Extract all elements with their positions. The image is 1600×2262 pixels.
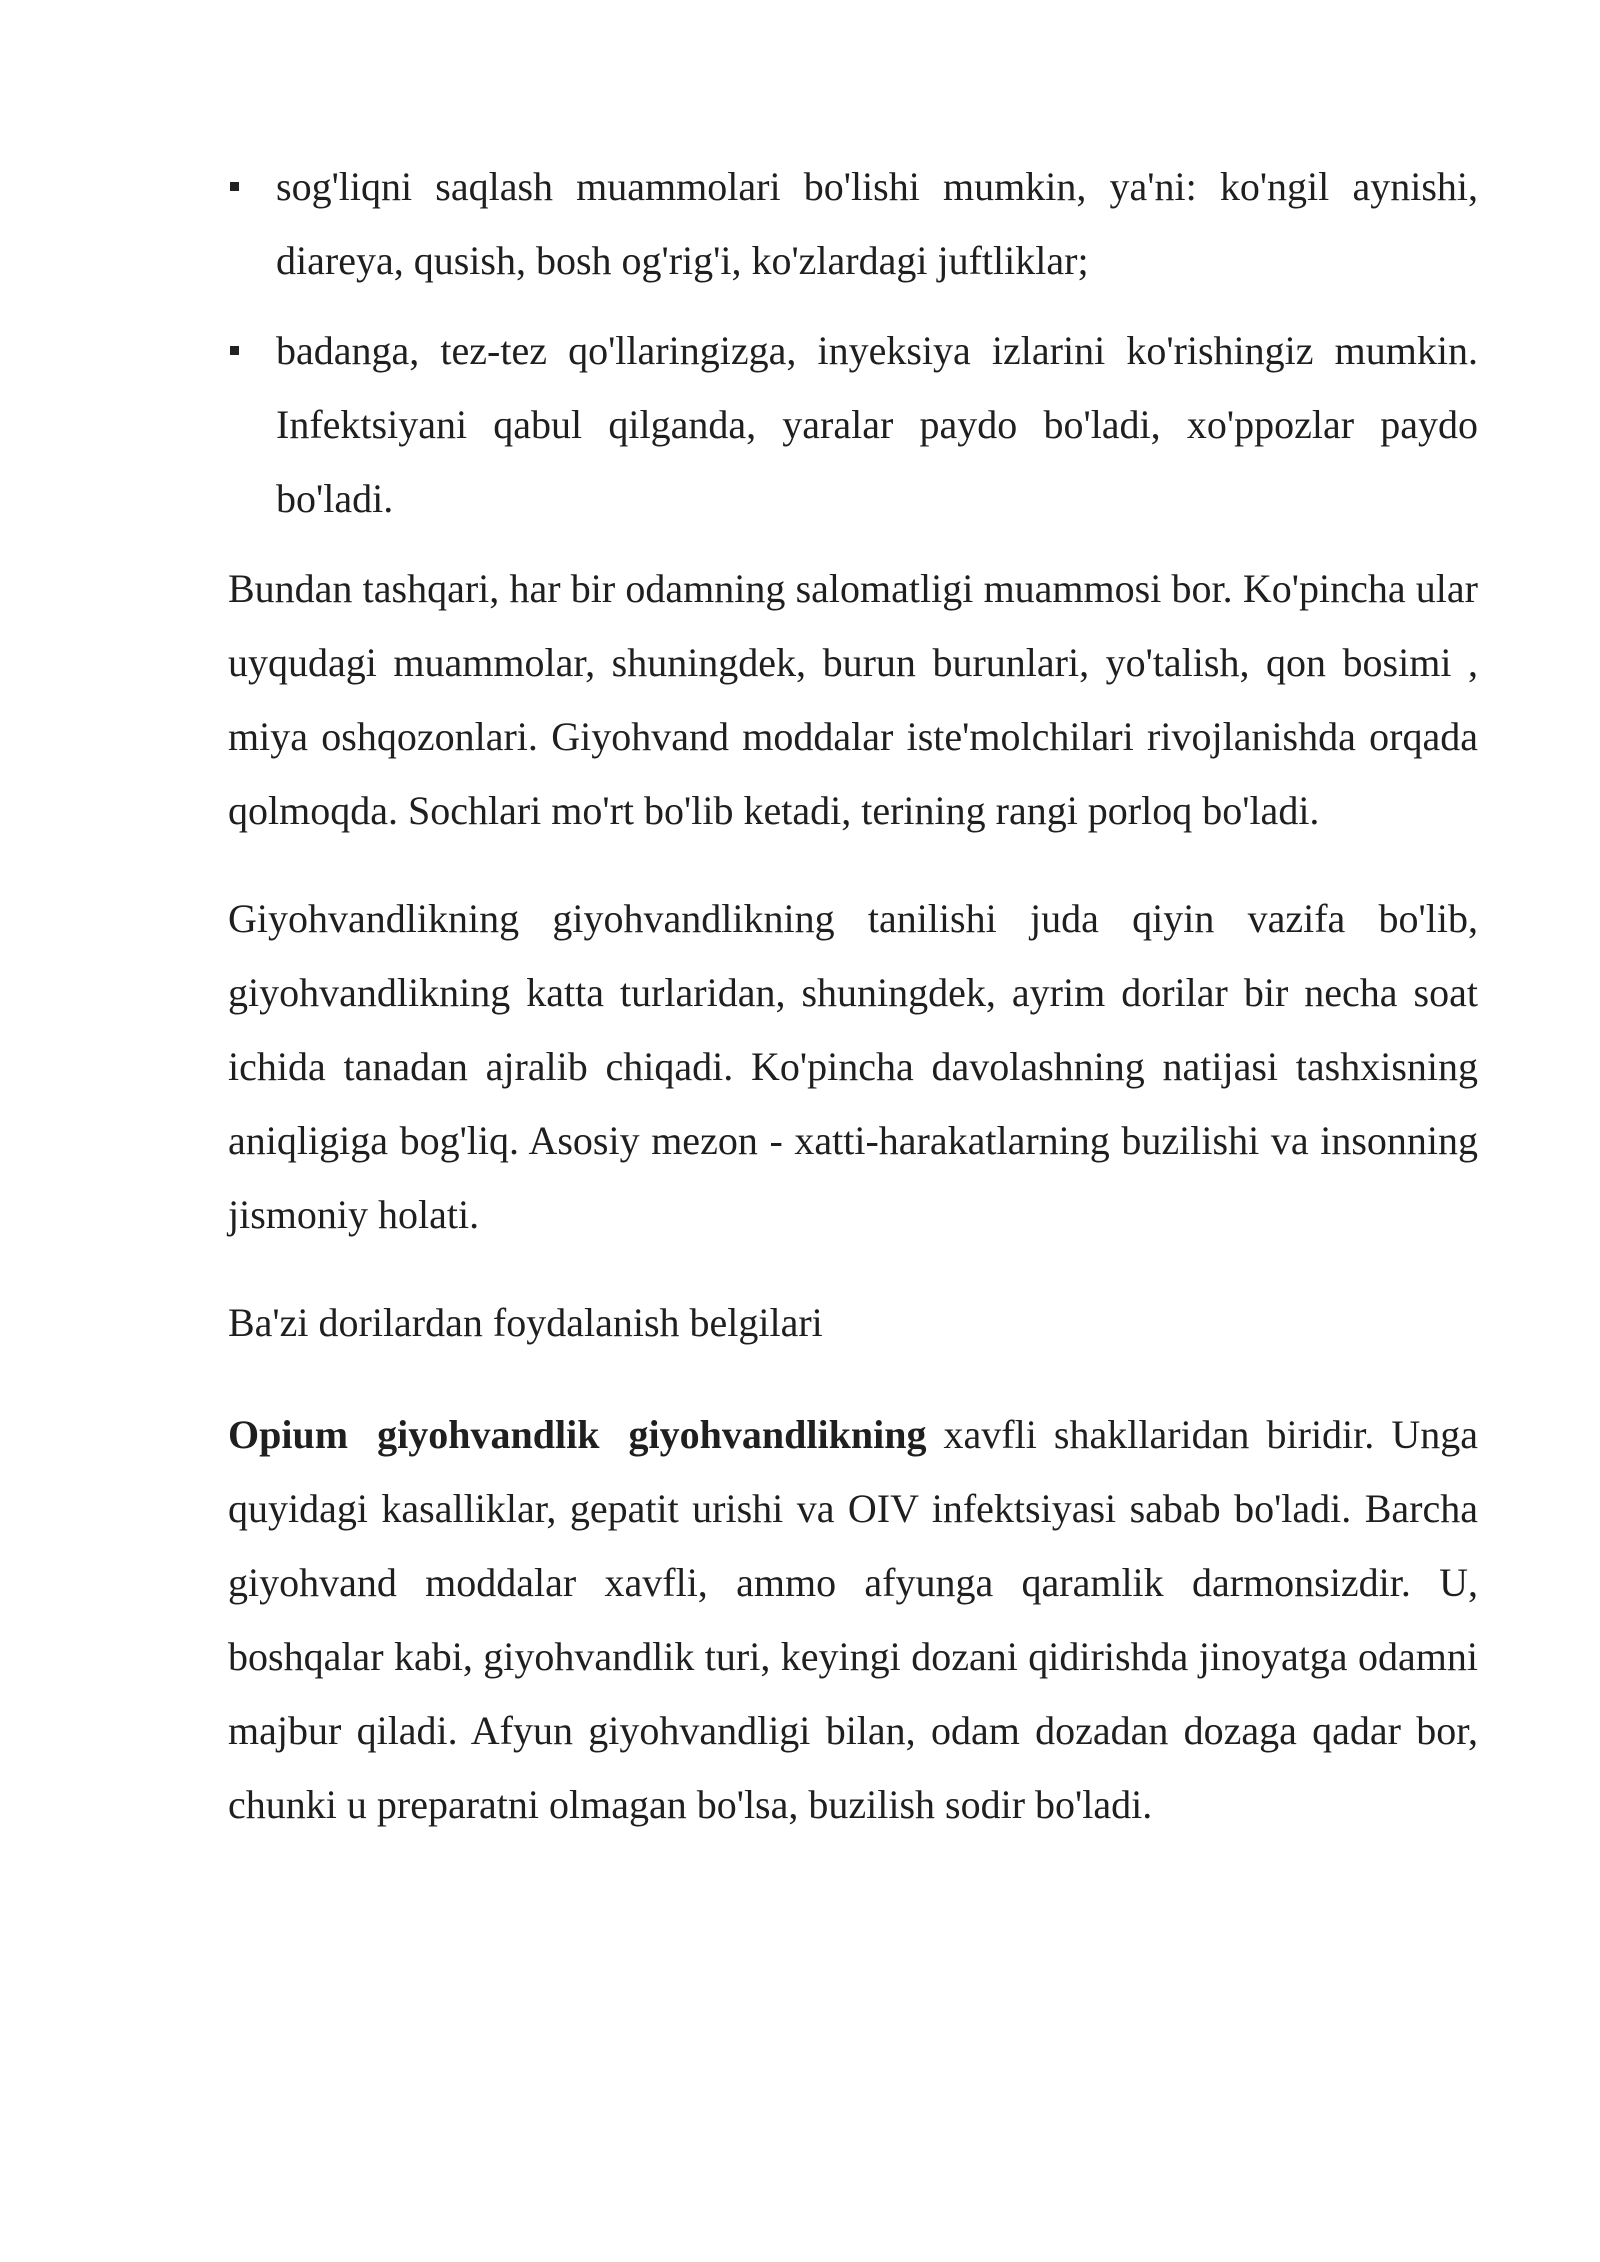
paragraph-opium [228, 1398, 1478, 1842]
square-bullet-icon [230, 346, 239, 355]
paragraph-opium-text: xavfli shakllaridan biridir. Unga quyidagi kasalliklar, gepatit urishi va OIV infektsiyasi sabab bo'ladi. Barcha giyohvand moddalar xavfli, ammo afyunga qaramlik darmonsizdir. U, boshqalar kabi, giyohvandlik turi, keyingi dozani qidirishda jinoyatga odamni majbur qiladi. Afyun giyohvandligi bilan, odam dozadan dozaga qadar bor, chunki u preparatni olmagan bo'lsa, buzilish sodir bo'ladi. [228, 1412, 1479, 1827]
paragraph-health-problems: Bundan tashqari, har bir odamning salomatligi muammosi bor. Ko'pincha ular uyqudagi muammolar, shuningdek, burun burunlari, yo'talish, qon bosimi , miya oshqozonlari. Giyohvand moddalar iste'molchilari rivojlanishda orqada qolmoqda. Sochlari mo'rt bo'lib ketadi, terining rangi porloq bo'ladi. [228, 566, 1478, 833]
section-heading: Ba'zi dorilardan foydalanish belgilari [228, 1300, 823, 1345]
bullet-text: sog'liqni saqlash muammolari bo'lishi mumkin, ya'ni: ko'ngil aynishi, diareya, qusish, bosh og'rig'i, ko'zlardagi juftliklar; [276, 164, 1478, 283]
list-item [228, 150, 1478, 298]
list-item [228, 314, 1478, 536]
paragraph-diagnosis: Giyohvandlikning giyohvandlikning tanilishi juda qiyin vazifa bo'lib, giyohvandlikning katta turlaridan, shuningdek, ayrim dorilar bir necha soat ichida tanadan ajralib chiqadi. Ko'pincha davolashning natijasi tashxisning aniqligiga bog'liq. Asosiy mezon - xatti-harakatlarning buzilishi va insonning jismoniy holati. [228, 896, 1478, 1237]
bold-lead-text: Opium giyohvandlik giyohvandlikning [228, 1412, 927, 1457]
square-bullet-icon [230, 182, 239, 191]
symptom-bullet-list [228, 150, 1478, 536]
bullet-text: badanga, tez-tez qo'llaringizga, inyeksiya izlarini ko'rishingiz mumkin. Infektsiyani qabul qilganda, yaralar paydo bo'ladi, xo'ppozlar paydo bo'ladi. [276, 328, 1478, 521]
document-body [228, 150, 1478, 1842]
